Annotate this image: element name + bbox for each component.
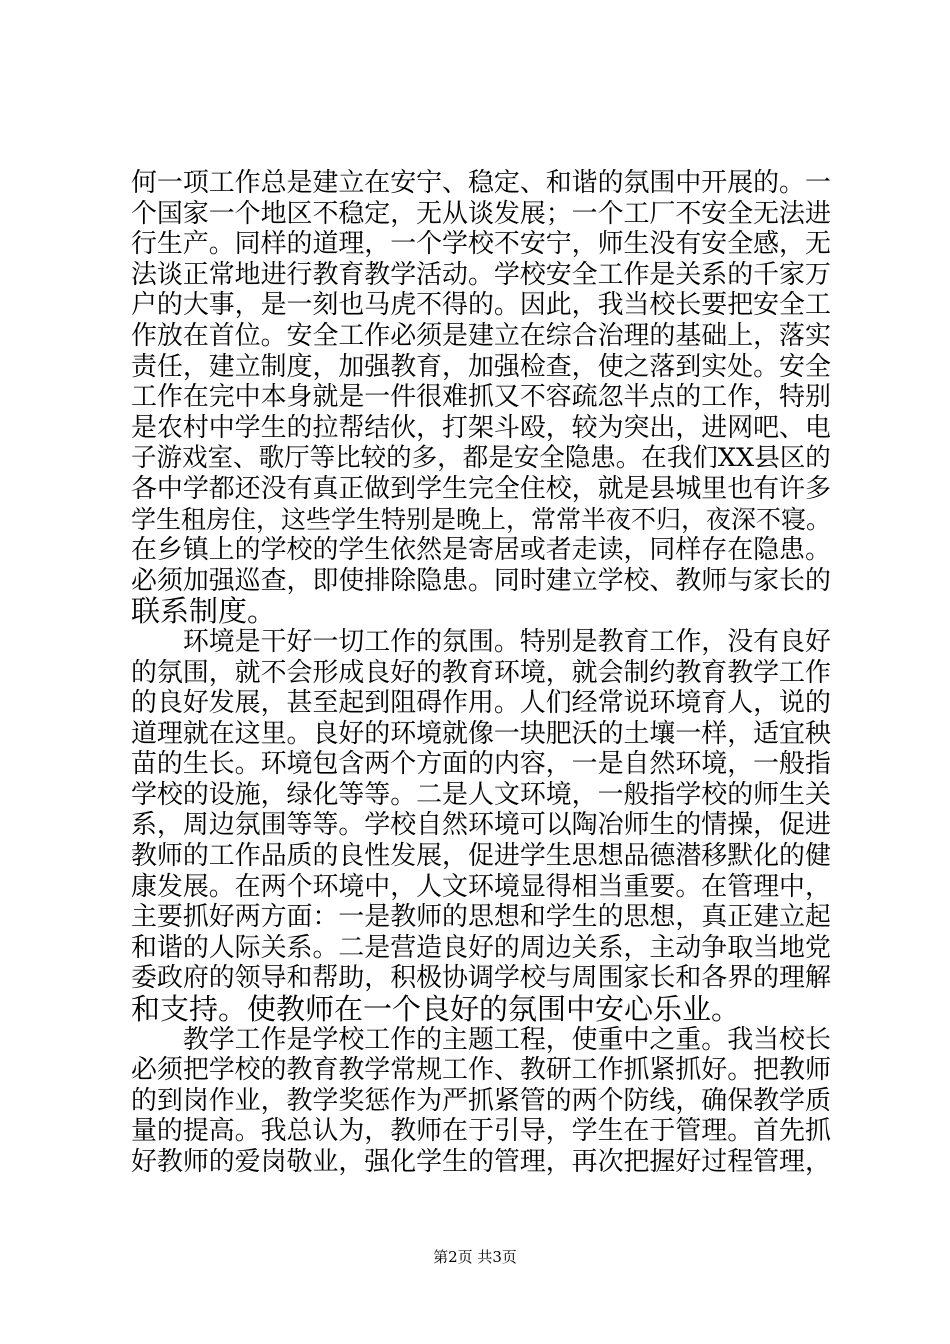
text-line: 康发展。在两个环境中，人文环境显得相当重要。在管理中， <box>131 871 831 902</box>
text-line: 行生产。同样的道理，一个学校不安宁，师生没有安全感，无 <box>131 229 831 260</box>
text-line: 道理就在这里。良好的环境就像一块肥沃的土壤一样，适宜秧 <box>131 718 831 749</box>
text-line: 作放在首位。安全工作必须是建立在综合治理的基础上，落实 <box>131 320 831 351</box>
text-line: 法谈正常地进行教育教学活动。学校安全工作是关系的千家万 <box>131 259 831 290</box>
text-line: 必须加强巡查，即使排除隐患。同时建立学校、教师与家长的 <box>131 565 831 596</box>
page-footer: 第2页 共3页 <box>433 1248 517 1266</box>
text-line: 必须把学校的教育教学常规工作、教研工作抓紧抓好。把教师 <box>131 1055 831 1086</box>
text-line: 好教师的爱岗敬业，强化学生的管理，再次把握好过程管理， <box>131 1147 831 1177</box>
text-line: 苗的生长。环境包含两个方面的内容，一是自然环境，一般指 <box>131 749 831 780</box>
text-line: 责任，建立制度，加强教育，加强检查，使之落到实处。安全 <box>131 351 831 382</box>
body-text <box>131 168 831 1178</box>
text-line: 的到岗作业，教学奖惩作为严抓紧管的两个防线，确保教学质 <box>131 1085 831 1116</box>
text-line: 何一项工作总是建立在安宁、稳定、和谐的氛围中开展的。一 <box>131 168 831 198</box>
text-line: 教学工作是学校工作的主题工程，使重中之重。我当校长 <box>131 1024 831 1055</box>
text-line: 系，周边氛围等等。学校自然环境可以陶冶师生的情操，促进 <box>131 810 831 841</box>
text-line: 和支持。使教师在一个良好的氛围中安心乐业。 <box>131 992 741 1027</box>
text-line: 工作在完中本身就是一件很难抓又不容疏忽半点的工作，特别 <box>131 382 831 413</box>
text-line: 子游戏室、歌厅等比较的多，都是安全隐患。在我们XX县区的 <box>131 443 831 474</box>
text-line: 各中学都还没有真正做到学生完全住校，就是县城里也有许多 <box>131 473 831 504</box>
text-line: 在乡镇上的学校的学生依然是寄居或者走读，同样存在隐患。 <box>131 535 831 566</box>
text-line: 学校的设施，绿化等等。二是人文环境，一般指学校的师生关 <box>131 779 831 810</box>
text-line: 主要抓好两方面：一是教师的思想和学生的思想，真正建立起 <box>131 902 831 933</box>
text-line: 是农村中学生的拉帮结伙，打架斗殴，较为突出，进网吧、电 <box>131 412 831 443</box>
text-line: 的氛围，就不会形成良好的教育环境，就会制约教育教学工作 <box>131 657 831 688</box>
text-line: 户的大事，是一刻也马虎不得的。因此，我当校长要把安全工 <box>131 290 831 321</box>
text-line: 量的提高。我总认为，教师在于引导，学生在于管理。首先抓 <box>131 1116 831 1147</box>
text-line: 教师的工作品质的良性发展，促进学生思想品德潜移默化的健 <box>131 841 831 872</box>
text-line: 的良好发展，甚至起到阻碍作用。人们经常说环境育人，说的 <box>131 688 831 719</box>
text-line: 学生租房住，这些学生特别是晚上，常常半夜不归，夜深不寝。 <box>131 504 832 534</box>
text-line: 和谐的人际关系。二是营造良好的周边关系，主动争取当地党 <box>131 932 831 963</box>
text-line: 环境是干好一切工作的氛围。特别是教育工作，没有良好 <box>131 626 831 657</box>
text-line: 联系制度。 <box>131 594 277 629</box>
text-line: 委政府的领导和帮助，积极协调学校与周围家长和各界的理解 <box>131 963 831 994</box>
text-line: 个国家一个地区不稳定，无从谈发展；一个工厂不安全无法进 <box>131 198 831 229</box>
